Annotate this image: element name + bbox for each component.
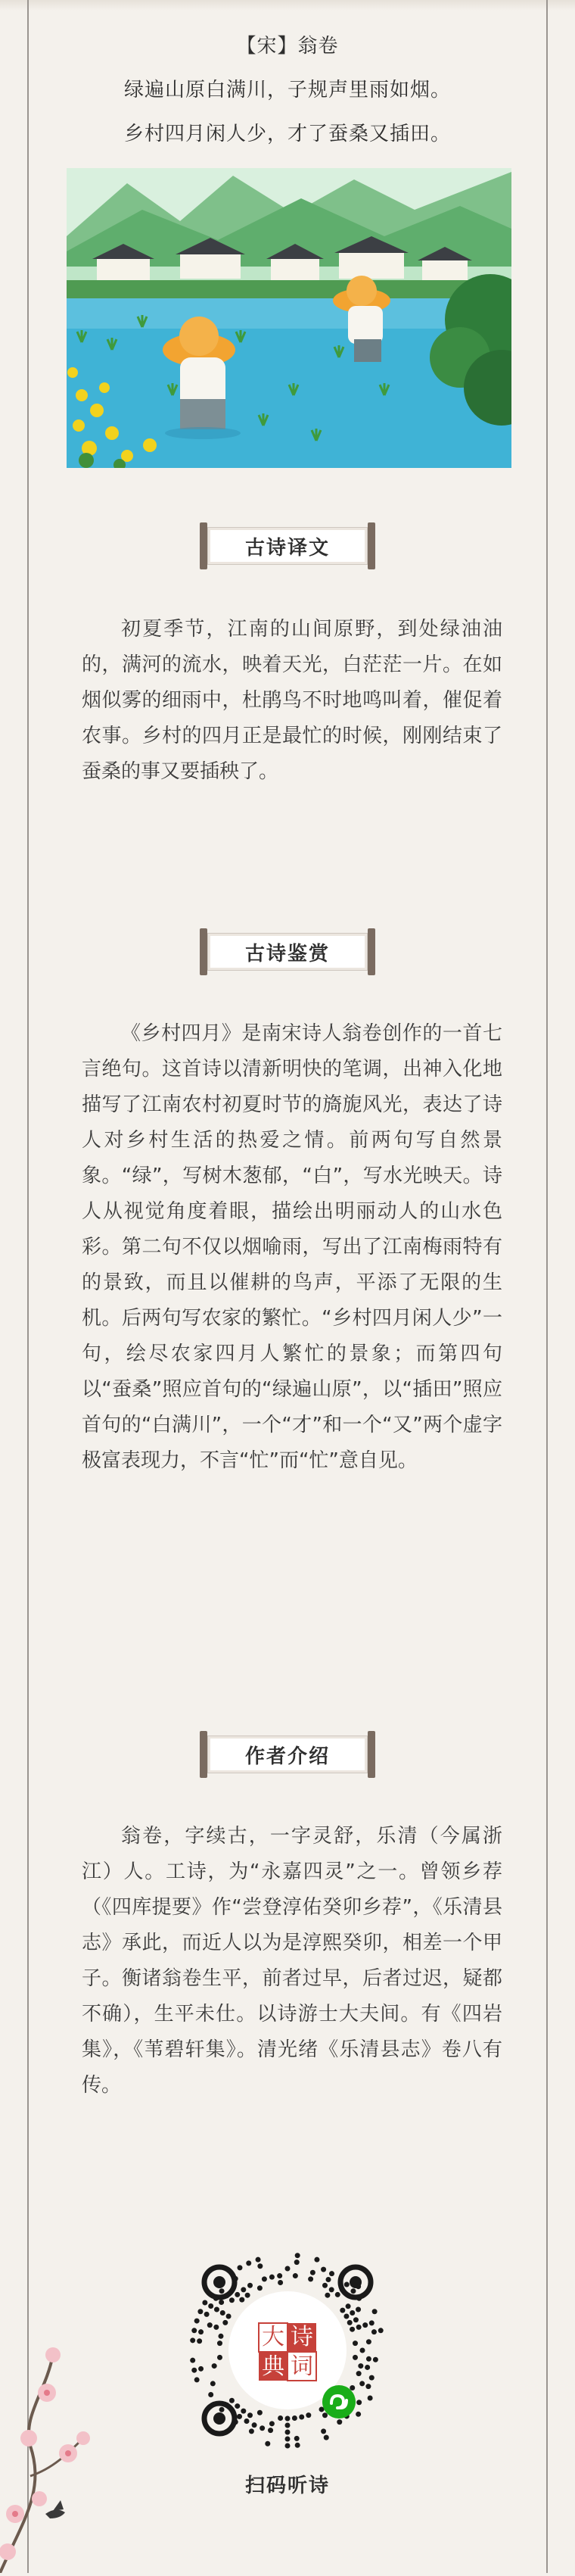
qr-dot [329, 2271, 334, 2276]
qr-dot [292, 2415, 297, 2421]
illustration-svg [67, 168, 511, 468]
qr-dot [356, 2325, 362, 2330]
qr-dot [249, 2428, 254, 2434]
title-bar-right [368, 1731, 375, 1778]
qr-dot [257, 2263, 263, 2269]
qr-dot [295, 2253, 300, 2258]
section-title-label: 古诗鉴赏 [207, 933, 368, 971]
frame-line-left [27, 0, 29, 2573]
qr-finder-center [213, 2276, 225, 2288]
qr-dot [247, 2283, 253, 2288]
mini-program-icon [322, 2385, 356, 2419]
poem-author: 【宋】翁卷 [236, 35, 339, 58]
author-paragraph: 翁卷，字续古，一字灵舒，乐清（今属浙江）人。工诗，为“永嘉四灵”之一。曾领乡荐（《四库提要》作“尝登淳佑癸卯乡荐”，《乐清县志》承此，而近人以为是淳熙癸卯，相差一个甲子。衡诸翁卷生平，前者过早，后者过迟，疑都不确），生平未仕。以诗游士大夫间。有《四岩集》，《苇碧轩集》。清光绪《乐清县志》卷八有传。 [82, 1825, 502, 2097]
seal-char-1: 诗 [291, 2324, 313, 2350]
qr-dot [346, 2303, 351, 2309]
qr-dot [285, 2443, 291, 2449]
qr-dot [278, 2415, 283, 2421]
qr-dot [325, 2293, 330, 2298]
qr-dot [244, 2419, 250, 2424]
qr-dot [278, 2280, 283, 2285]
qr-dot [324, 2435, 329, 2440]
qr-dot [210, 2381, 216, 2386]
qr-dot [329, 2287, 334, 2292]
section-title-label: 古诗译文 [207, 527, 368, 565]
qr-dot [219, 2407, 225, 2412]
qr-dot [217, 2355, 222, 2360]
bird-icon [45, 2500, 65, 2518]
poem-line-1: 绿遍山原白满川，子规声里雨如烟。 [123, 79, 451, 101]
qr-dot [191, 2368, 197, 2373]
qr-dot [194, 2319, 200, 2324]
qr-dot [191, 2328, 197, 2333]
qr-dot [241, 2409, 246, 2414]
qr-dot [277, 2273, 282, 2278]
qr-dot [235, 2292, 240, 2297]
qr-dot [265, 2441, 270, 2447]
qr-dot [314, 2257, 319, 2263]
qr-dot [293, 2273, 298, 2278]
qr-dot [295, 2443, 300, 2448]
title-bar-right [368, 928, 375, 975]
qr-dot [269, 2275, 275, 2280]
qr-dot [202, 2300, 207, 2306]
qr-dot [190, 2337, 195, 2343]
qr-dot [365, 2365, 370, 2370]
qr-dot [197, 2338, 202, 2344]
qr-dot [257, 2285, 263, 2291]
qr-dot [356, 2371, 362, 2376]
qr-dot [214, 2307, 219, 2312]
qr-dot [219, 2288, 225, 2294]
qr-dot [198, 2366, 204, 2372]
qr-dot [269, 2421, 275, 2426]
qr-finder-center [350, 2276, 362, 2288]
qr-dot [350, 2327, 355, 2332]
qr-dot [247, 2412, 253, 2418]
qr-dot [353, 2355, 358, 2360]
qr-dot [198, 2329, 204, 2334]
qr-dot [197, 2309, 203, 2314]
qr-dot [285, 2416, 291, 2422]
qr-dot [362, 2322, 368, 2328]
qr-dot [326, 2277, 331, 2282]
seal-char-4: 典 [262, 2353, 284, 2380]
qr-dot [218, 2334, 223, 2339]
qr-dot [306, 2412, 311, 2418]
qr-dot [235, 2403, 240, 2409]
section-title-appreciation [200, 928, 375, 975]
qr-dot [285, 2430, 291, 2435]
qr-dot [365, 2384, 371, 2389]
qr-dot [366, 2356, 371, 2362]
qr-dot [310, 2270, 315, 2275]
qr-dot [222, 2320, 228, 2325]
qr-dot [208, 2392, 213, 2397]
qr-dot [241, 2287, 246, 2292]
qr-caption: 扫码听诗 [244, 2475, 330, 2497]
qr-dot [220, 2310, 225, 2316]
qr-dot [356, 2400, 362, 2405]
qr-code[interactable] [185, 2247, 390, 2453]
qr-dot [213, 2325, 219, 2330]
qr-dot [285, 2423, 291, 2428]
qr-dot [237, 2414, 242, 2419]
qr-dot [252, 2422, 257, 2428]
qr-dot [238, 2265, 243, 2270]
qr-dot [347, 2320, 353, 2325]
translation-paragraph: 初夏季节，江南的山间原野，到处绿油油的，满河的流水，映着天光，白茫茫一片。在如烟似雾的细雨中，杜鹃鸟不时地鸣叫着，催促着农事。乡村的四月正是最忙的时候，刚刚结束了蚕桑的事又要插秧了。 [82, 618, 502, 783]
qr-dot [360, 2348, 365, 2353]
qr-dot [257, 2410, 263, 2415]
qr-dot [356, 2412, 361, 2417]
title-bar-left [200, 1731, 207, 1778]
qr-dot [344, 2282, 350, 2288]
qr-dot [246, 2260, 251, 2266]
section-title-translation [200, 522, 375, 569]
qr-dot [350, 2385, 355, 2390]
qr-dot [262, 2276, 267, 2281]
qr-dot [358, 2363, 363, 2369]
qr-dot [321, 2428, 326, 2434]
qr-dot [366, 2339, 371, 2344]
qr-dot [229, 2297, 235, 2303]
qr-dot [219, 2300, 224, 2305]
qr-dot [204, 2312, 210, 2317]
qr-dot [378, 2328, 384, 2333]
qr-dot [368, 2396, 373, 2401]
qr-dot [226, 2314, 232, 2319]
qr-dot [239, 2297, 244, 2303]
section-title-label: 作者介绍 [207, 1736, 368, 1773]
qr-dot [372, 2309, 378, 2314]
qr-dot [356, 2307, 361, 2312]
qr-dot [245, 2293, 250, 2298]
qr-dot [350, 2288, 356, 2294]
qr-dot [217, 2341, 222, 2346]
section-title-author [200, 1731, 375, 1778]
qr-dot [337, 2419, 342, 2425]
frame-line-right [546, 0, 548, 2573]
qr-finder-center [213, 2412, 225, 2425]
qr-dot [268, 2428, 273, 2433]
qr-dot [294, 2259, 300, 2265]
qr-dot [373, 2357, 378, 2362]
qr-dot [359, 2381, 365, 2386]
qr-dot [308, 2276, 313, 2281]
qr-dot [207, 2322, 213, 2328]
seal-char-3: 大 [262, 2324, 284, 2350]
qr-dot [322, 2412, 328, 2418]
qr-dot [322, 2283, 328, 2288]
blossom-svg [0, 2325, 98, 2573]
qr-dot [208, 2303, 213, 2309]
appreciation-paragraph: 《乡村四月》是南宋诗人翁卷创作的一首七言绝句。这首诗以清新明快的笔调，出神入化地描写了江南农村初夏时节的旖旎风光，表达了诗人对乡村生活的热爱之情。前两句写自然景象。“绿”，写树木葱郁，“白”，写水光映天。诗人从视觉角度着眼，描绘出明丽动人的山水色彩。第二句不仅以烟喻雨，写出了江南梅雨特有的景致，而且以催耕的鸟声，平添了无限的生机。后两句写农家的繁忙。“乡村四月闲人少”一句，绘尽农家四月人繁忙的景象；而第四句以“蚕桑”照应首句的“绿遍山原”，以“插田”照应首句的“白满川”，一个“才”和一个“又”两个虚字极富表现力，不言“忙”而“忙”意自见。 [82, 1022, 502, 1472]
plum-blossom-branch [0, 2325, 98, 2573]
qr-dot [190, 2358, 195, 2363]
qr-dot [229, 2398, 235, 2403]
qr-dot [369, 2375, 375, 2381]
title-bar-left [200, 928, 207, 975]
qr-dot [260, 2425, 265, 2431]
title-bar-right [368, 522, 375, 569]
qr-dot [335, 2292, 340, 2297]
qr-dot [343, 2314, 349, 2319]
qr-dot [353, 2317, 359, 2322]
qr-dot [212, 2363, 217, 2369]
rice-planting-illustration [67, 168, 511, 468]
top-shade [0, 0, 575, 11]
qr-dot [353, 2341, 358, 2346]
qr-dot [369, 2320, 375, 2325]
qr-dot [285, 2266, 291, 2272]
qr-dot [321, 2267, 326, 2272]
qr-dot [371, 2329, 377, 2334]
seal-char-2: 词 [291, 2353, 313, 2380]
qr-dot [194, 2377, 200, 2382]
qr-dot [350, 2310, 355, 2316]
poem-line-2: 乡村四月闲人少，才了蚕桑又插田。 [123, 123, 451, 145]
title-bar-left [200, 522, 207, 569]
qr-dot [340, 2308, 345, 2313]
qr-code-svg [185, 2247, 390, 2453]
qr-dot [299, 2415, 304, 2420]
qr-dot [256, 2257, 261, 2263]
qr-dot [294, 2436, 300, 2441]
qr-dot [285, 2437, 291, 2442]
